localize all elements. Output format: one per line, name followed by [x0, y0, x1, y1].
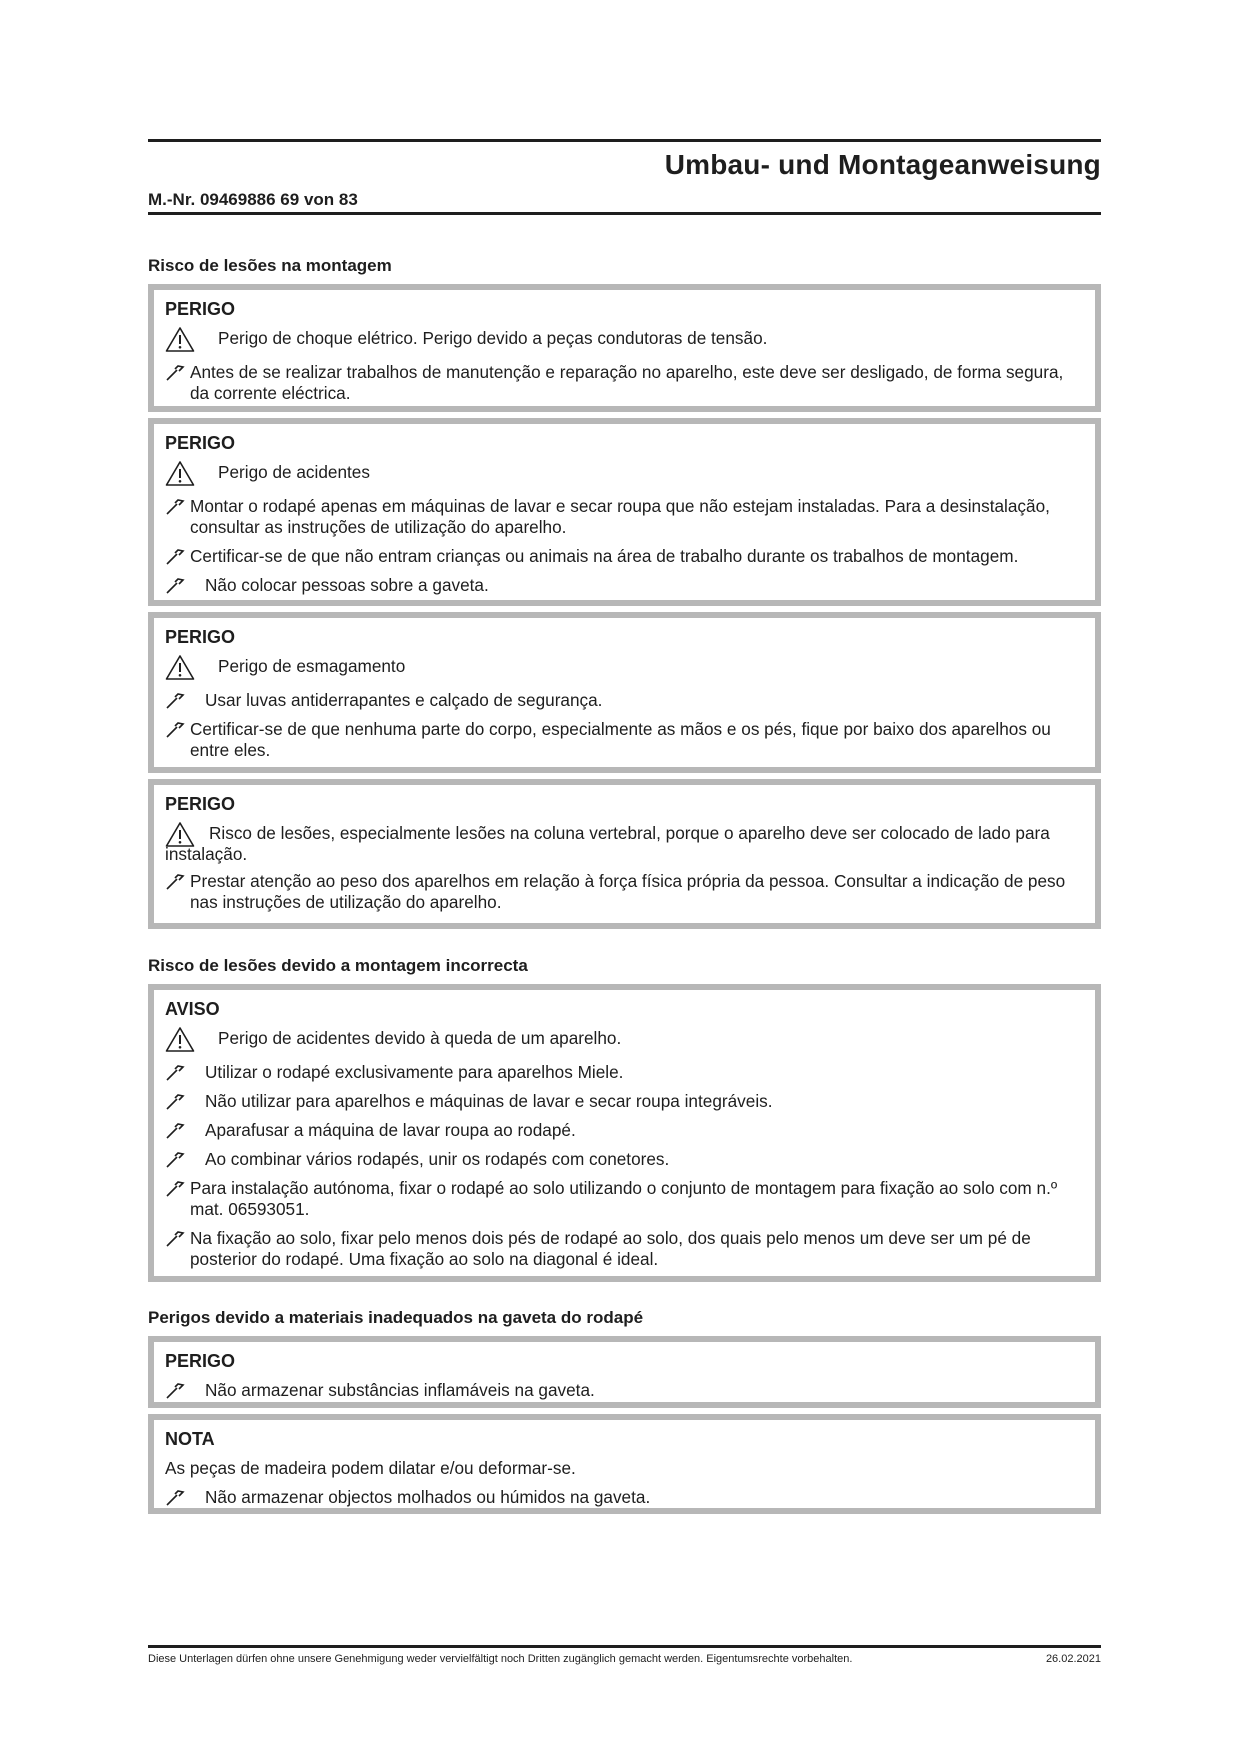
- action-text: Prestar atenção ao peso dos aparelhos em relação à força física própria da pessoa. Consultar a indicação de peso nas instruções de utilização do aparelho.: [190, 871, 1066, 912]
- section-heading-drawer-materials: Perigos devido a materiais inadequados na gaveta do rodapé: [148, 1308, 644, 1327]
- danger-box-electric-shock: [148, 284, 1101, 412]
- warning-line: [165, 462, 1084, 492]
- box-title: PERIGO: [165, 299, 236, 319]
- warning-triangle-icon: [165, 1026, 195, 1053]
- box-title: PERIGO: [165, 627, 236, 647]
- note-text: As peças de madeira podem dilatar e/ou deformar-se.: [165, 1458, 576, 1478]
- section-heading-incorrect-assembly: Risco de lesões devido a montagem incorrecta: [148, 956, 528, 975]
- footer-copyright: Diese Unterlagen dürfen ohne unsere Genehmigung weder vervielfältigt noch Dritten zugänglich gemacht werden. Eigentumsrechte vorbehalten.: [148, 1653, 853, 1665]
- wrench-icon: [165, 1489, 185, 1507]
- wrench-icon: [165, 721, 185, 739]
- warning-triangle-icon: [165, 326, 195, 353]
- warning-text: Risco de lesões, especialmente lesões na coluna vertebral, porque o aparelho deve ser colocado de lado para instalação.: [165, 823, 1050, 864]
- danger-box-crushing: [148, 612, 1101, 773]
- action-text: Montar o rodapé apenas em máquinas de lavar e secar roupa que não estejam instaladas. Para a desinstalação, consultar as instruções de utilização do aparelho.: [190, 496, 1050, 537]
- action-text: Aparafusar a máquina de lavar roupa ao rodapé.: [205, 1120, 576, 1140]
- document-number: M.-Nr. 09469886 69 von 83: [148, 190, 358, 209]
- document-title: Umbau- und Montageanweisung: [664, 149, 1101, 180]
- warning-text: Perigo de choque elétrico. Perigo devido a peças condutoras de tensão.: [218, 328, 768, 348]
- action-item: [165, 871, 1084, 913]
- action-item: [165, 690, 1084, 711]
- action-item: [165, 719, 1084, 761]
- section-heading-assembly-injury: Risco de lesões na montagem: [148, 256, 392, 275]
- note-box-wood: [148, 1414, 1101, 1514]
- wrench-icon: [165, 873, 185, 891]
- warning-line: [165, 823, 1084, 865]
- action-item: [165, 1380, 1084, 1401]
- wrench-icon: [165, 1064, 185, 1082]
- warning-text: Perigo de acidentes devido à queda de um aparelho.: [218, 1028, 622, 1048]
- action-item: [165, 1091, 1084, 1112]
- wrench-icon: [165, 548, 185, 566]
- action-item: [165, 1062, 1084, 1083]
- document-page: [148, 0, 1101, 1754]
- wrench-icon: [165, 1093, 185, 1111]
- danger-box-accidents: [148, 418, 1101, 606]
- box-title: NOTA: [165, 1429, 215, 1449]
- warning-line: [165, 656, 1084, 686]
- box-title: PERIGO: [165, 433, 236, 453]
- wrench-icon: [165, 1122, 185, 1140]
- footer-rule: [148, 1645, 1101, 1648]
- warning-triangle-icon: [165, 654, 195, 681]
- warning-line: [165, 1028, 1084, 1058]
- action-item: [165, 496, 1084, 538]
- action-item: [165, 362, 1084, 404]
- action-item: [165, 1120, 1084, 1141]
- warning-text: Perigo de esmagamento: [218, 656, 406, 676]
- action-text: Não colocar pessoas sobre a gaveta.: [205, 575, 489, 595]
- wrench-icon: [165, 1230, 185, 1248]
- action-item: [165, 1487, 1084, 1508]
- warning-triangle-icon: [165, 460, 195, 487]
- action-item: [165, 575, 1084, 596]
- box-title: AVISO: [165, 999, 220, 1019]
- header-rule: [148, 139, 1101, 142]
- box-title: PERIGO: [165, 794, 236, 814]
- action-text: Para instalação autónoma, fixar o rodapé ao solo utilizando o conjunto de montagem para fixação ao solo com n.º mat. 06593051.: [190, 1178, 1058, 1219]
- action-text: Certificar-se de que não entram crianças ou animais na área de trabalho durante os trabalhos de montagem.: [190, 546, 1019, 566]
- danger-box-flammable: [148, 1336, 1101, 1408]
- action-text: Antes de se realizar trabalhos de manutenção e reparação no aparelho, este deve ser desligado, de forma segura, da corrente eléctrica.: [190, 362, 1064, 403]
- action-text: Ao combinar vários rodapés, unir os rodapés com conetores.: [205, 1149, 670, 1169]
- warning-line: [165, 328, 1084, 358]
- action-item: [165, 1149, 1084, 1170]
- wrench-icon: [165, 577, 185, 595]
- action-text: Utilizar o rodapé exclusivamente para aparelhos Miele.: [205, 1062, 624, 1082]
- wrench-icon: [165, 1151, 185, 1169]
- action-text: Não armazenar substâncias inflamáveis na gaveta.: [205, 1380, 595, 1400]
- wrench-icon: [165, 1382, 185, 1400]
- wrench-icon: [165, 1180, 185, 1198]
- wrench-icon: [165, 692, 185, 710]
- action-text: Não armazenar objectos molhados ou húmidos na gaveta.: [205, 1487, 651, 1507]
- action-text: Na fixação ao solo, fixar pelo menos dois pés de rodapé ao solo, dos quais pelo menos um deve ser um pé de posterior do rodapé. Uma fixação ao solo na diagonal é ideal.: [190, 1228, 1031, 1269]
- action-text: Certificar-se de que nenhuma parte do corpo, especialmente as mãos e os pés, fique por baixo dos aparelhos ou entre eles.: [190, 719, 1051, 760]
- box-title: PERIGO: [165, 1351, 236, 1371]
- wrench-icon: [165, 364, 185, 382]
- action-item: [165, 1178, 1084, 1220]
- warning-box-falling-appliance: [148, 984, 1101, 1282]
- action-text: Usar luvas antiderrapantes e calçado de segurança.: [205, 690, 603, 710]
- warning-text: Perigo de acidentes: [218, 462, 370, 482]
- header-subrule: [148, 212, 1101, 215]
- action-item: [165, 1228, 1084, 1270]
- footer-date: 26.02.2021: [1045, 1653, 1101, 1665]
- warning-triangle-icon: [165, 821, 195, 848]
- action-text: Não utilizar para aparelhos e máquinas de lavar e secar roupa integráveis.: [205, 1091, 773, 1111]
- danger-box-spine-injury: [148, 779, 1101, 929]
- wrench-icon: [165, 498, 185, 516]
- action-item: [165, 546, 1084, 567]
